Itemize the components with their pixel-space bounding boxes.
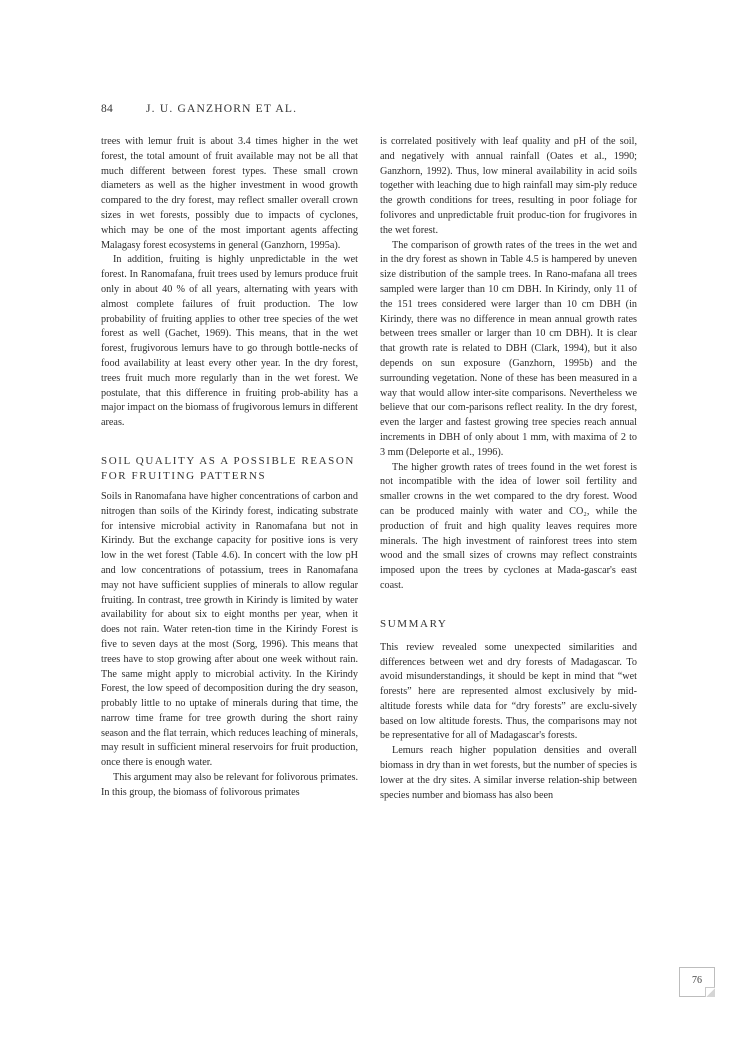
- left-column: [101, 135, 358, 801]
- paragraph: The higher growth rates of trees found in the wet forest is not incompatible with the idea of lower soil fertility and smaller crowns in the wet compared to the dry forest. Wood can be produced mainly with water and CO₂, while the production of fruit and high quality leaves requires more minerals. The high investment of rainforest trees into stem wood and the small sizes of crowns may reflect constraints imposed upon the trees by cyclones at Mada-gascar's east coast.: [380, 461, 637, 591]
- paragraph: This review revealed some unexpected similarities and differences between wet and dry forests of Madagascar. To avoid misunderstandings, it should be kept in mind that “wet forests” here are represented almost exclusively by mid-altitude forests while data for “dry forests” are exclu-sively based on low altitude forests. Thus, the comparisons may not be representative for all of Madagascar's forests.: [380, 641, 637, 742]
- paragraph: trees with lemur fruit is about 3.4 times higher in the wet forest, the total amount of fruit available may not be all that much different between forest types. These small crown diameters as well as the higher investment in wood growth compared to the dry forest, may reflect smaller overall crown sizes in wet forests, possibly due to impacts of cyclones, which may be one of the most important agents affecting Malagasy forest ecosystems in general (Ganzhorn, 1995a).: [101, 136, 358, 251]
- right-column: [380, 135, 637, 803]
- paragraph: In addition, fruiting is highly unpredictable in the wet forest. In Ranomafana, fruit trees used by lemurs produce fruit only in about 40 % of all years, alternating with years with almost complete failures of fruit production. The low probability of fruiting applies to other tree species of the wet forest as well (Gachet, 1969). This means, that in the wet forest, frugivorous lemurs have to go through bottle-necks of food availability at least every other year. In the dry forest, trees fruit much more regularly than in the wet forest. We postulate, that this difference in fruiting prob-ability has a major impact on the biomass of frugivorous lemurs in different areas.: [101, 254, 358, 429]
- running-head-authors: J. U. GANZHORN ET AL.: [146, 103, 298, 115]
- page-badge-number: 76: [692, 975, 702, 986]
- page-number: 84: [101, 103, 114, 115]
- section-heading-soil-quality: SOIL QUALITY AS A POSSIBLE REASON FOR FRUITING PATTERNS: [101, 454, 355, 482]
- paragraph: Soils in Ranomafana have higher concentrations of carbon and nitrogen than soils of the Kirindy forest, indicating substrate for intensive microbial activity in Ranomafana but not in Kirindy. But the exchange capacity for positive ions is very low in the wet forest (Table 4.6). In concert with the low pH and low concentrations of potassium, trees in Ranomafana may not have sufficient supplies of minerals to allow regular fruiting. In contrast, tree growth in Kirindy is limited by water availability for about six to eight months per year, when it does not rain. Water reten-tion time in the Kirindy Forest is five to seven days at the most (Sorg, 1996). This means that trees have to stop growing after about one week without rain. The same might apply to microbial activity. In the Kirindy Forest, the low speed of decomposition during the dry season, probably little to no uptake of minerals during that time, the narrow time frame for tree growth during the short rainy season and the flat terrain, which reduces leaching of minerals, may result in sufficient mineral reservoirs for fruit production, once there is enough water.: [101, 490, 358, 769]
- page-badge[interactable]: [679, 967, 715, 997]
- paragraph: is correlated positively with leaf quality and pH of the soil, and negatively with annual rainfall (Oates et al., 1990; Ganzhorn, 1992). Thus, low mineral availability in acid soils together with leaching due to high rainfall may sim-ply reduce the growth conditions for trees, resulting in poor foliage for folivores and unpredictable fruit produc-tion for frugivores in the wet forest.: [380, 136, 637, 236]
- page-curl-icon: [705, 987, 715, 997]
- section-heading-summary: SUMMARY: [380, 617, 448, 630]
- paragraph: Lemurs reach higher population densities and overall biomass in dry than in wet forests, but the number of species is lower at the dry sites. A similar inverse relation-ship between species number and biomass has also been: [380, 745, 637, 801]
- paragraph: The comparison of growth rates of the trees in the wet and in the dry forest as shown in Table 4.5 is hampered by uneven size distribution of the sample trees. In Rano-mafana all trees sampled were larger than 10 cm DBH. In Kirindy, only 11 of the 151 trees considered were larger than 10 cm DBH (in Kirindy, there was no difference in mean annual growth rates between trees smaller or larger than 10 cm DBH). It is clear that growth rate is related to DBH (Clark, 1994), but it also depends on sun exposure (Ganzhorn, 1995b) and the surrounding vegetation. None of these has been measured in a way that would allow inter-site comparisons. Nevertheless we believe that our com-parisons reflect reality. In the dry forest, even the larger and fastest growing tree species reach annual increments in DBH of only about 1 mm, with maxima of 2 to 3 mm (Deleporte et al., 1996).: [380, 239, 637, 458]
- paragraph: This argument may also be relevant for folivorous primates. In this group, the biomass of folivorous primates: [101, 772, 358, 798]
- running-header: [101, 103, 641, 121]
